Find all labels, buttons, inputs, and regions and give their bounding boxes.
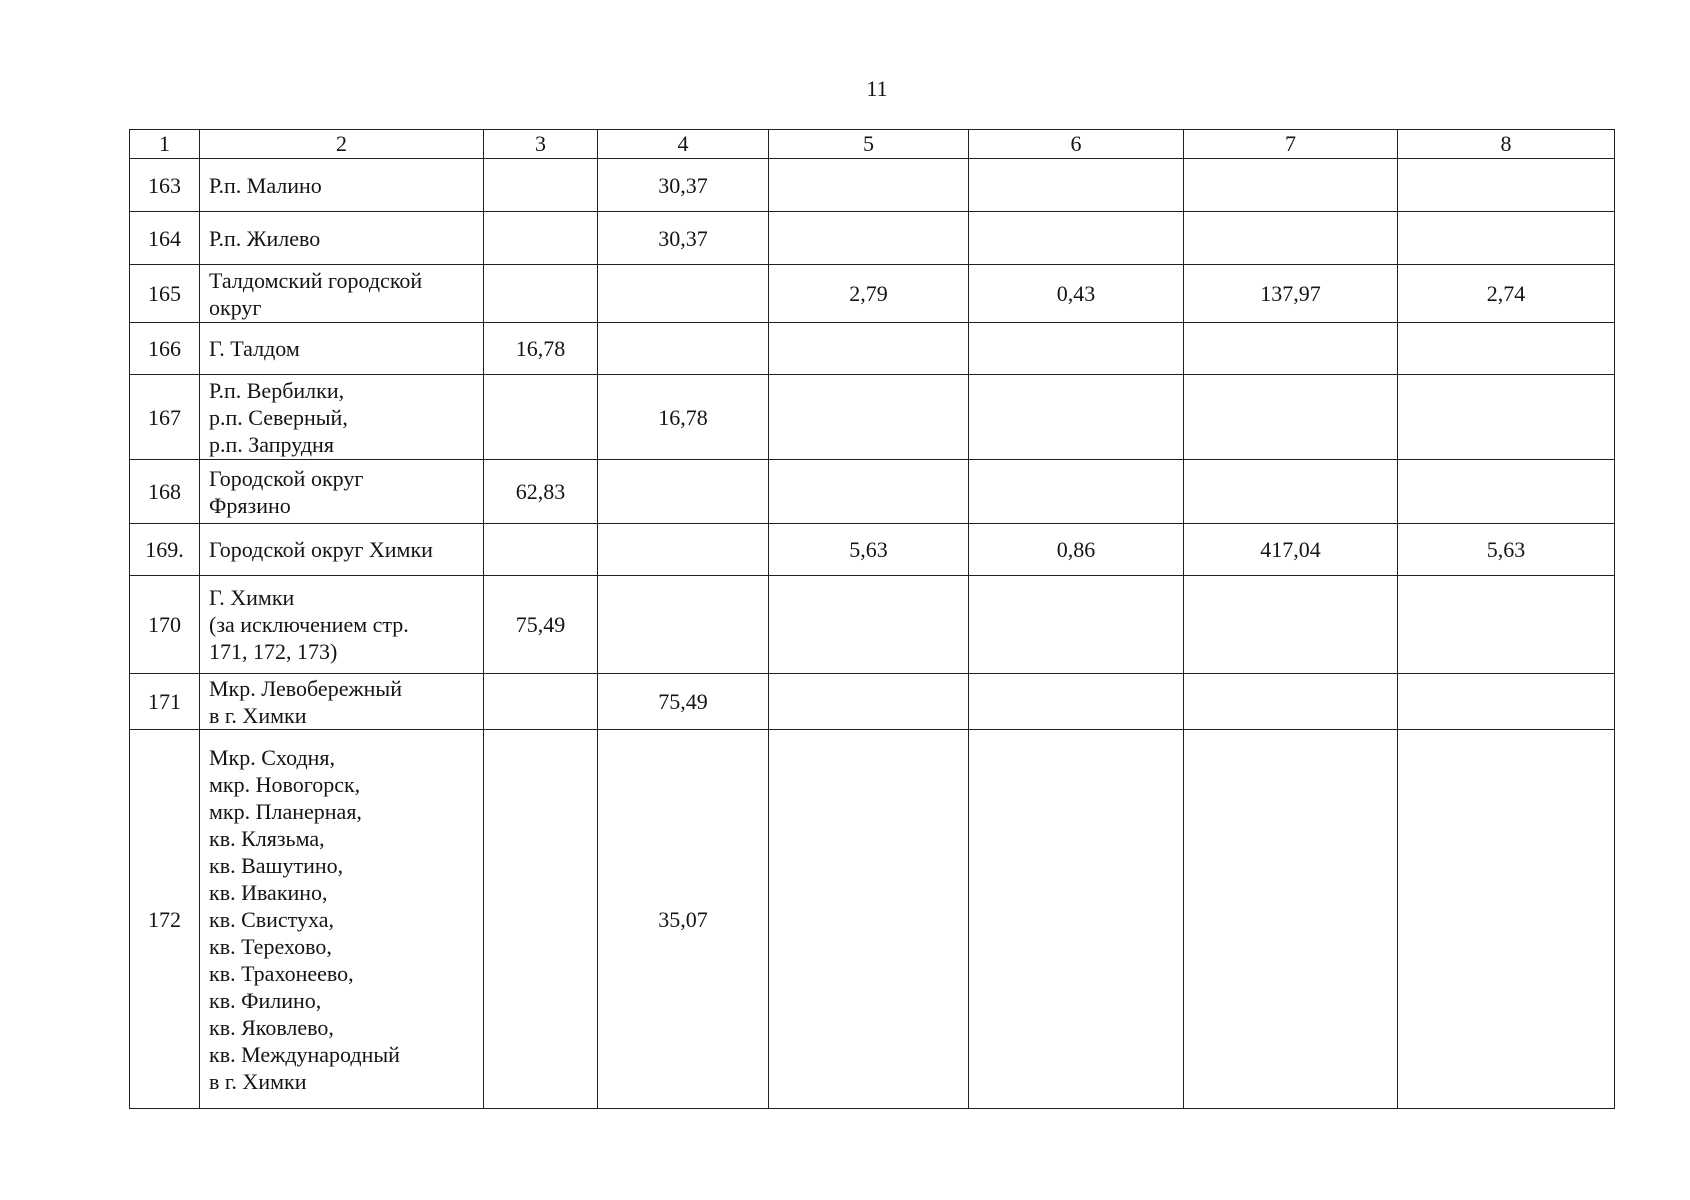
cell-col4: 35,07 — [598, 730, 769, 1109]
cell-col4 — [598, 460, 769, 524]
cell-col5 — [769, 576, 969, 674]
header-cell-2: 2 — [200, 130, 484, 159]
table-row — [130, 212, 1615, 265]
cell-col4 — [598, 576, 769, 674]
row-name: Городской округ Химки — [200, 524, 484, 576]
table-row — [130, 375, 1615, 460]
header-row — [130, 130, 1615, 159]
cell-col5 — [769, 323, 969, 375]
cell-col5 — [769, 674, 969, 730]
cell-col6 — [969, 576, 1184, 674]
cell-col3 — [484, 159, 598, 212]
header-cell-5: 5 — [769, 130, 969, 159]
row-number: 168 — [130, 460, 200, 524]
cell-col3 — [484, 524, 598, 576]
header-cell-3: 3 — [484, 130, 598, 159]
cell-col7 — [1184, 460, 1398, 524]
header-cell-8: 8 — [1398, 130, 1615, 159]
cell-col3: 16,78 — [484, 323, 598, 375]
row-number: 164 — [130, 212, 200, 265]
cell-col6 — [969, 323, 1184, 375]
cell-col3 — [484, 730, 598, 1109]
cell-col8 — [1398, 460, 1615, 524]
cell-col4: 30,37 — [598, 159, 769, 212]
cell-col3 — [484, 265, 598, 323]
row-number: 170 — [130, 576, 200, 674]
row-name: Р.п. Вербилки, р.п. Северный, р.п. Запрудня — [200, 375, 484, 460]
cell-col7 — [1184, 375, 1398, 460]
cell-col6 — [969, 460, 1184, 524]
cell-col7: 137,97 — [1184, 265, 1398, 323]
cell-col4 — [598, 524, 769, 576]
row-name: Мкр. Сходня, мкр. Новогорск, мкр. Планерная, кв. Клязьма, кв. Вашутино, кв. Ивакино, кв. Свистуха, кв. Терехово, кв. Трахонеево, кв. Филино, кв. Яковлево, кв. Международный в г. Химки — [200, 730, 484, 1109]
row-name: Г. Химки (за исключением стр. 171, 172, 173) — [200, 576, 484, 674]
row-name: Городской округ Фрязино — [200, 460, 484, 524]
cell-col7 — [1184, 730, 1398, 1109]
cell-col3 — [484, 212, 598, 265]
cell-col5 — [769, 460, 969, 524]
row-name: Талдомский городской округ — [200, 265, 484, 323]
cell-col4: 30,37 — [598, 212, 769, 265]
cell-col7: 417,04 — [1184, 524, 1398, 576]
table-row — [130, 674, 1615, 730]
cell-col8 — [1398, 212, 1615, 265]
row-number: 163 — [130, 159, 200, 212]
cell-col5 — [769, 730, 969, 1109]
header-cell-6: 6 — [969, 130, 1184, 159]
cell-col3 — [484, 674, 598, 730]
cell-col8 — [1398, 375, 1615, 460]
cell-col7 — [1184, 576, 1398, 674]
cell-col3: 62,83 — [484, 460, 598, 524]
cell-col4: 75,49 — [598, 674, 769, 730]
table-row — [130, 730, 1615, 1109]
cell-col8 — [1398, 730, 1615, 1109]
cell-col7 — [1184, 212, 1398, 265]
cell-col5 — [769, 375, 969, 460]
row-number: 167 — [130, 375, 200, 460]
cell-col8 — [1398, 576, 1615, 674]
cell-col7 — [1184, 159, 1398, 212]
cell-col7 — [1184, 323, 1398, 375]
cell-col6 — [969, 730, 1184, 1109]
cell-col3 — [484, 375, 598, 460]
cell-col6: 0,86 — [969, 524, 1184, 576]
cell-col6 — [969, 375, 1184, 460]
cell-col8 — [1398, 159, 1615, 212]
row-name: Р.п. Малино — [200, 159, 484, 212]
cell-col8 — [1398, 323, 1615, 375]
cell-col6: 0,43 — [969, 265, 1184, 323]
row-name: Мкр. Левобережный в г. Химки — [200, 674, 484, 730]
table-row — [130, 265, 1615, 323]
header-cell-7: 7 — [1184, 130, 1398, 159]
cell-col4 — [598, 323, 769, 375]
row-number: 165 — [130, 265, 200, 323]
cell-col4 — [598, 265, 769, 323]
cell-col6 — [969, 212, 1184, 265]
cell-col8: 2,74 — [1398, 265, 1615, 323]
row-name: Р.п. Жилево — [200, 212, 484, 265]
cell-col7 — [1184, 674, 1398, 730]
cell-col5 — [769, 159, 969, 212]
row-number: 166 — [130, 323, 200, 375]
table-row — [130, 323, 1615, 375]
data-table — [129, 129, 1615, 1109]
row-number: 171 — [130, 674, 200, 730]
row-number: 172 — [130, 730, 200, 1109]
table-row — [130, 159, 1615, 212]
cell-col6 — [969, 159, 1184, 212]
cell-col4: 16,78 — [598, 375, 769, 460]
table-row — [130, 460, 1615, 524]
cell-col5: 5,63 — [769, 524, 969, 576]
page-number: 11 — [866, 76, 888, 101]
cell-col3: 75,49 — [484, 576, 598, 674]
cell-col6 — [969, 674, 1184, 730]
header-cell-4: 4 — [598, 130, 769, 159]
row-name: Г. Талдом — [200, 323, 484, 375]
row-number: 169. — [130, 524, 200, 576]
table-row — [130, 576, 1615, 674]
header-cell-1: 1 — [130, 130, 200, 159]
cell-col8 — [1398, 674, 1615, 730]
cell-col5: 2,79 — [769, 265, 969, 323]
table-row — [130, 524, 1615, 576]
cell-col8: 5,63 — [1398, 524, 1615, 576]
cell-col5 — [769, 212, 969, 265]
